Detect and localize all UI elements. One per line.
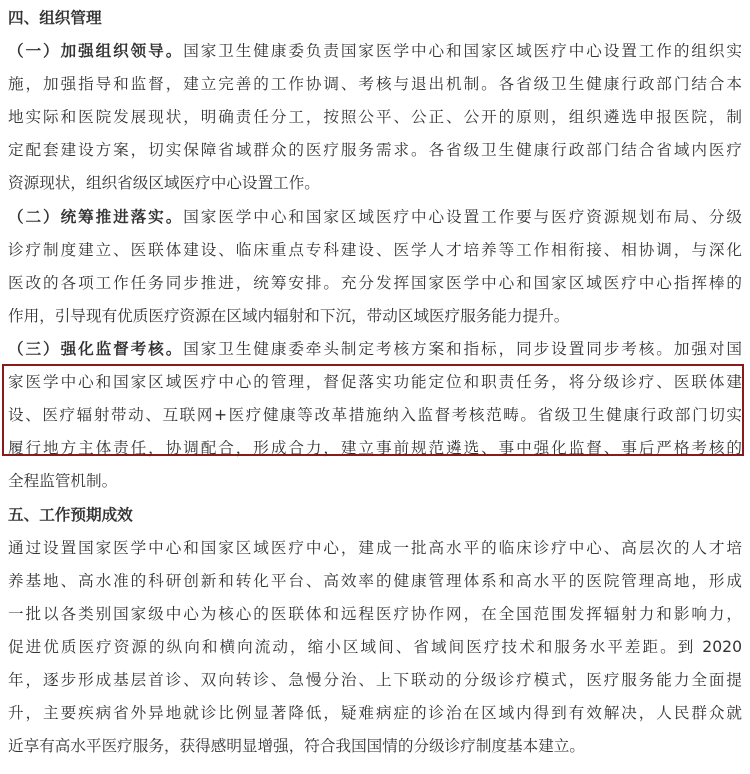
paragraph-line: 定配套建设方案，切实保障省域群众的医疗服务需求。各省级卫生健康行政部门结合省域内医疗: [8, 141, 742, 159]
paragraph-line: 设、医疗辐射带动、互联网+医疗健康等改革措施纳入监督考核范畴。省级卫生健康行政部门切实: [8, 406, 742, 424]
paragraph-line: 促进优质医疗资源的纵向和横向流动，缩小区域间、省域间医疗技术和服务水平差距。到 2020: [8, 638, 742, 656]
paragraph-line: 医改的各项工作任务同步推进，统筹安排。充分发挥国家医学中心和国家区域医疗中心指挥棒的: [8, 274, 742, 292]
section-heading: 四、组织管理: [8, 9, 102, 27]
paragraph-line: 地实际和医院发展现状，明确责任分工，按照公平、公正、公开的原则，组织遴选申报医院，制: [8, 108, 742, 126]
paragraph-label: （二）统筹推进落实。: [8, 208, 184, 226]
paragraph-line: 一批以各类别国家级中心为核心的医联体和远程医疗协作网，在全国范围发挥辐射力和影响力，: [8, 605, 742, 623]
paragraph-line: 作用，引导现有优质医疗资源在区域内辐射和下沉，带动区域医疗服务能力提升。: [8, 307, 570, 325]
section-heading: 五、工作预期成效: [8, 506, 133, 524]
paragraph-line: 全程监管机制。: [8, 472, 118, 490]
paragraph-label: （三）强化监督考核。: [8, 340, 184, 358]
paragraph-line: 养基地、高水准的科研创新和转化平台、高效率的健康管理体系和高水平的医院管理高地，形成: [8, 572, 742, 590]
paragraph-line: 近享有高水平医疗服务，获得感明显增强，符合我国国情的分级诊疗制度基本建立。: [8, 737, 585, 755]
paragraph-line: 年，逐步形成基层首诊、双向转诊、急慢分治、上下联动的分级诊疗模式，医疗服务能力全面提: [8, 671, 742, 689]
paragraph-line: （三）强化监督考核。国家卫生健康委牵头制定考核方案和指标，同步设置同步考核。加强对国: [8, 340, 742, 358]
paragraph-line: 履行地方主体责任，协调配合，形成合力，建立事前规范遴选、事中强化监督、事后严格考核的: [8, 439, 742, 457]
paragraph-line: 资源现状，组织省级区域医疗中心设置工作。: [8, 174, 320, 192]
paragraph-line: 施，加强指导和监督，建立完善的工作协调、考核与退出机制。各省级卫生健康行政部门结合本: [8, 75, 742, 93]
paragraph-line: 升，主要疾病省外异地就诊比例显著降低，疑难病症的诊治在区域内得到有效解决，人民群众就: [8, 704, 742, 722]
paragraph-line: 家医学中心和国家区域医疗中心的管理，督促落实功能定位和职责任务，将分级诊疗、医联体建: [8, 373, 742, 391]
paragraph-line: （二）统筹推进落实。国家医学中心和国家区域医疗中心设置工作要与医疗资源规划布局、分级: [8, 208, 742, 226]
paragraph-label: （一）加强组织领导。: [8, 42, 184, 60]
paragraph-line: 诊疗制度建立、医联体建设、临床重点专科建设、医学人才培养等工作相衔接、相协调，与深化: [8, 241, 742, 259]
paragraph-line: 通过设置国家医学中心和国家区域医疗中心，建成一批高水平的临床诊疗中心、高层次的人才培: [8, 539, 742, 557]
paragraph-line: （一）加强组织领导。国家卫生健康委负责国家医学中心和国家区域医疗中心设置工作的组织实: [8, 42, 742, 60]
